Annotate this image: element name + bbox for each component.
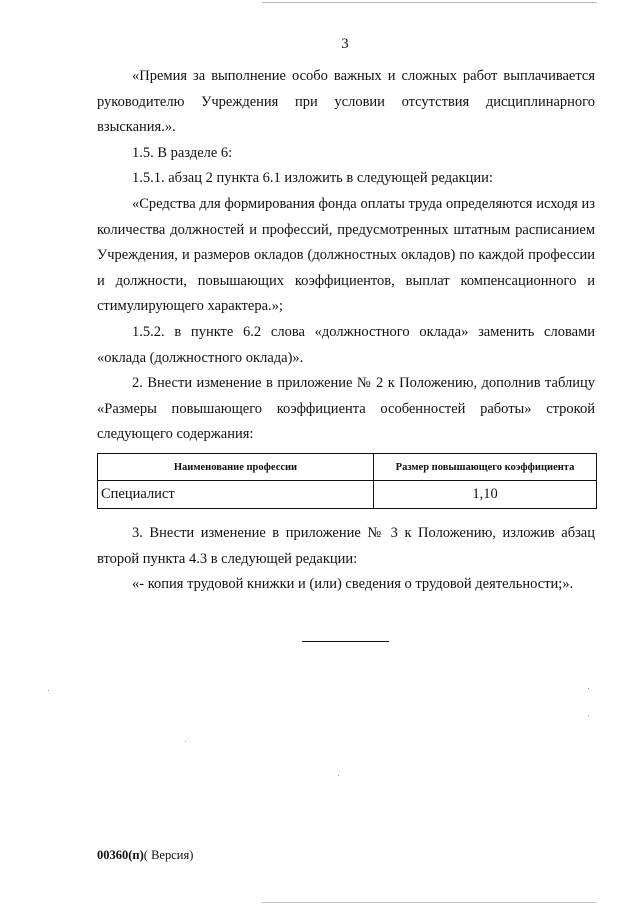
footer-document-code xyxy=(97,848,193,863)
scan-speck xyxy=(48,690,49,691)
footer-code-number: 00360(п) xyxy=(97,848,144,862)
paragraph-payroll-fund-clause: «Средства для формирования фонда оплаты труда определяются исходя из количества должностей и профессий, предусмотренных штатным расписанием Учреждения, и размеров окладов (должностных окладов) по каждой профессии и должности, повышающих коэффициентов, выплат компенсационного и стимулирующего характера.»; xyxy=(97,195,595,315)
paragraph-item-3-annex-3: 3. Внести изменение в приложение № 3 к Положению, изложив абзац второй пункта 4.3 в следующей редакции: xyxy=(97,525,595,567)
table-cell-profession: Специалист xyxy=(98,481,374,509)
table-cell-coefficient: 1,10 xyxy=(374,481,597,509)
document-body-lower xyxy=(97,521,595,598)
document-body-upper xyxy=(97,64,595,448)
footer-version-label: ( Версия) xyxy=(143,848,194,862)
coefficient-table xyxy=(97,453,597,509)
scan-speck xyxy=(185,741,186,742)
paragraph-item-1-5-1: 1.5.1. абзац 2 пункта 6.1 изложить в следующей редакции: xyxy=(132,170,493,187)
table-header-row xyxy=(98,454,597,481)
paragraph-item-2-annex-2: 2. Внести изменение в приложение № 2 к Положению, дополнив таблицу «Размеры повышающего коэффициента особенностей работы» строкой следующего содержания: xyxy=(97,375,595,443)
table-row xyxy=(98,481,597,509)
paragraph-work-record-clause: «- копия трудовой книжки и (или) сведения о трудовой деятельности;». xyxy=(132,576,574,593)
scan-speck xyxy=(588,688,589,689)
page-number: 3 xyxy=(341,36,349,52)
paragraph-item-1-5-2: 1.5.2. в пункте 6.2 слова «должностного оклада» заменить словами «оклада (должностного оклада)». xyxy=(97,323,595,366)
paragraph-bonus-clause: «Премия за выполнение особо важных и сложных работ выплачивается руководителю Учреждения при условии отсутствия дисциплинарного взыскания.». xyxy=(97,68,595,136)
scan-bottom-edge-line xyxy=(262,902,597,903)
table-header-profession: Наименование профессии xyxy=(98,454,374,481)
paragraph-section-6-heading: 1.5. В разделе 6: xyxy=(132,144,233,161)
scan-speck xyxy=(588,715,589,716)
scan-top-edge-line xyxy=(262,2,597,3)
table-header-coefficient: Размер повышающего коэффициента xyxy=(374,454,597,481)
scan-speck xyxy=(338,775,339,776)
closing-separator-line xyxy=(302,641,389,642)
